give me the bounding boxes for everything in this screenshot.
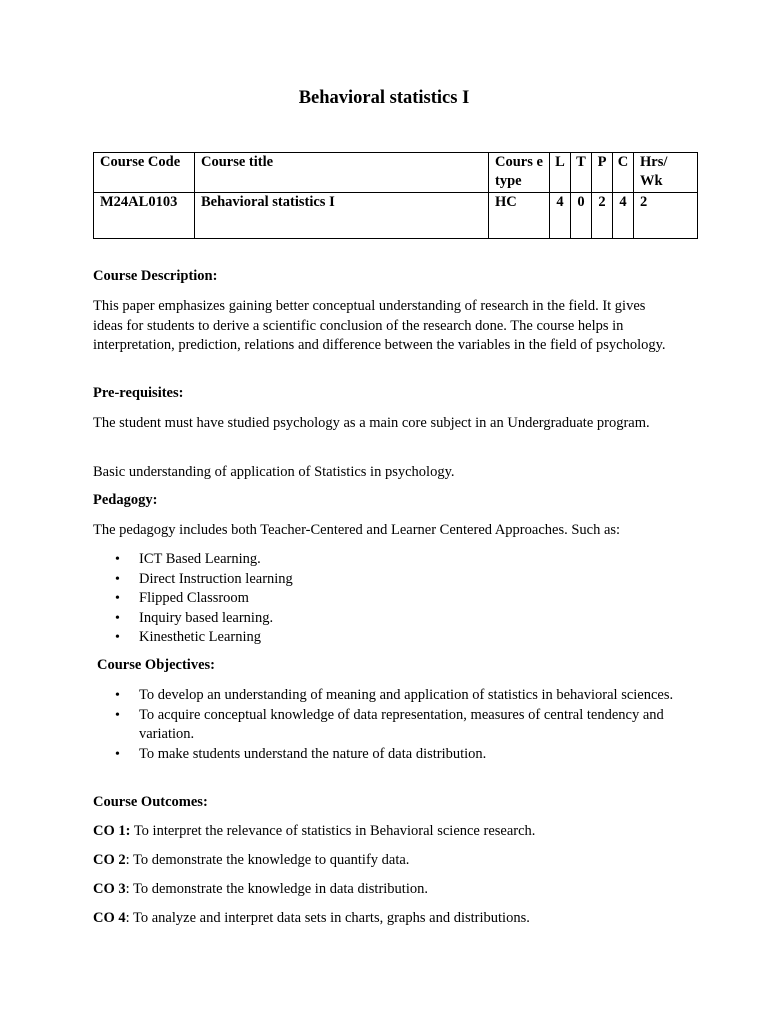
page-title: Behavioral statistics I bbox=[298, 88, 470, 108]
bullet-icon: • bbox=[115, 571, 120, 587]
header-t: T bbox=[571, 153, 592, 193]
header-course-title: Course title bbox=[195, 153, 489, 193]
bullet-icon: • bbox=[115, 707, 120, 723]
header-l: L bbox=[550, 153, 571, 193]
bullet-icon: • bbox=[115, 688, 120, 703]
pedagogy-list bbox=[93, 550, 683, 648]
header-hrs-wk: Hrs/ Wk bbox=[634, 153, 698, 193]
objectives-list bbox=[93, 686, 683, 764]
table-row bbox=[94, 193, 698, 239]
cell-p: 2 bbox=[592, 193, 613, 239]
outcome-co2 bbox=[93, 852, 693, 869]
list-item: • ICT Based Learning. bbox=[93, 550, 683, 570]
header-p: P bbox=[592, 153, 613, 193]
course-description-text: This paper emphasizes gaining better conceptual understanding of research in the field. It gives ideas for students to derive a scientific conclusion of the research done. The course helps in interpretation, prediction, relations and difference between the variables in the field of psychology. bbox=[93, 298, 666, 353]
cell-l: 4 bbox=[550, 193, 571, 239]
header-course-code: Course Code bbox=[94, 153, 195, 193]
cell-course-type: HC bbox=[489, 193, 550, 239]
list-item: • Direct Instruction learning bbox=[93, 570, 683, 590]
cell-course-code: M24AL0103 bbox=[94, 193, 195, 239]
cell-course-title: Behavioral statistics I bbox=[195, 193, 489, 239]
outcome-co3 bbox=[93, 881, 693, 898]
outcome-code: CO 2 bbox=[93, 852, 126, 868]
bullet-icon: • bbox=[115, 552, 120, 567]
outcome-code: CO 3 bbox=[93, 881, 126, 897]
list-item: • To make students understand the nature of data distribution. bbox=[93, 745, 683, 765]
list-item: • Flipped Classroom bbox=[93, 589, 683, 609]
course-objectives-heading: Course Objectives: bbox=[97, 657, 215, 673]
header-course-type: Cours e type bbox=[489, 153, 550, 193]
prerequisites-text-1: The student must have studied psychology as a main core subject in an Undergraduate program. bbox=[93, 415, 650, 431]
outcome-text: : To analyze and interpret data sets in charts, graphs and distributions. bbox=[125, 910, 530, 926]
course-table bbox=[93, 152, 698, 239]
list-item: • Inquiry based learning. bbox=[93, 609, 683, 629]
outcome-code: CO 1: bbox=[93, 823, 131, 839]
list-item: • Kinesthetic Learning bbox=[93, 628, 683, 648]
prerequisites-text-2: Basic understanding of application of Statistics in psychology. bbox=[93, 464, 455, 480]
bullet-icon: • bbox=[115, 630, 120, 645]
cell-hrs-wk: 2 bbox=[634, 193, 698, 239]
cell-c: 4 bbox=[613, 193, 634, 239]
outcome-co4 bbox=[93, 910, 693, 927]
pedagogy-text: The pedagogy includes both Teacher-Centered and Learner Centered Approaches. Such as: bbox=[93, 522, 621, 538]
bullet-icon: • bbox=[115, 746, 120, 762]
pedagogy-heading: Pedagogy: bbox=[93, 492, 158, 508]
outcome-text: : To demonstrate the knowledge to quantify data. bbox=[125, 852, 410, 868]
table-header-row bbox=[94, 153, 698, 193]
header-c: C bbox=[613, 153, 634, 193]
cell-t: 0 bbox=[571, 193, 592, 239]
list-item: • To acquire conceptual knowledge of data representation, measures of central tendency and variation. bbox=[115, 706, 664, 742]
bullet-icon: • bbox=[115, 610, 120, 626]
course-description-heading: Course Description: bbox=[93, 268, 218, 284]
outcome-code: CO 4 bbox=[93, 910, 126, 926]
outcome-text: : To demonstrate the knowledge in data distribution. bbox=[125, 881, 428, 897]
outcome-co1 bbox=[93, 823, 693, 840]
course-outcomes-heading: Course Outcomes: bbox=[93, 794, 208, 810]
bullet-icon: • bbox=[115, 591, 120, 606]
outcome-text: To interpret the relevance of statistics in Behavioral science research. bbox=[130, 823, 536, 839]
list-item: • To develop an understanding of meaning and application of statistics in behavioral sciences. bbox=[93, 686, 683, 706]
prerequisites-heading: Pre-requisites: bbox=[93, 385, 184, 401]
